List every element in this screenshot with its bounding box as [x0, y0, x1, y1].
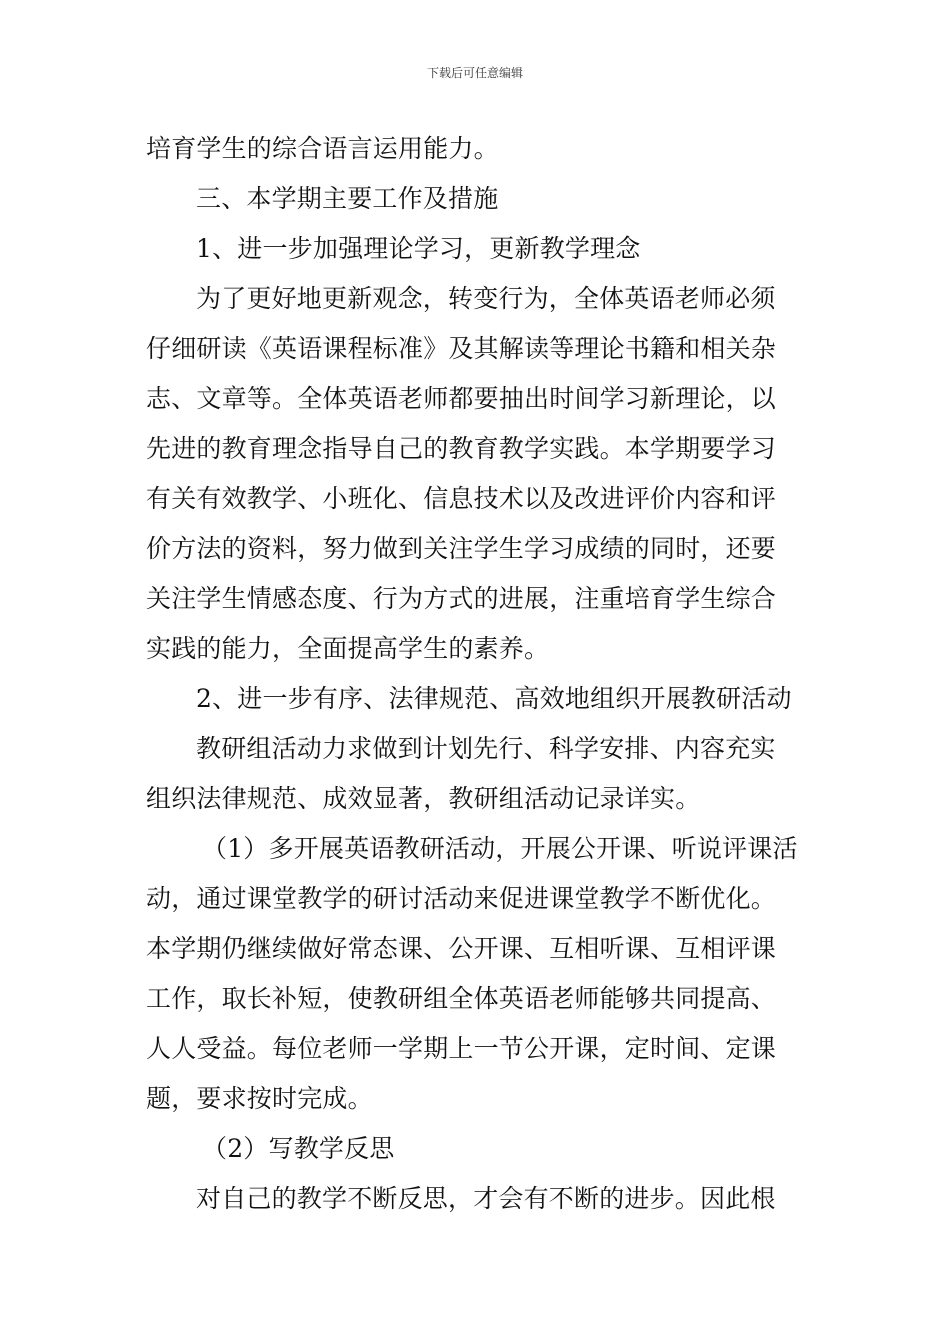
paragraph-line: 关注学生情感态度、行为方式的进展，注重培育学生综合	[146, 584, 777, 613]
page-header-note: 下载后可任意编辑	[426, 66, 523, 80]
text-line: 培育学生的综合语言运用能力。	[146, 134, 499, 163]
list-item-heading: （1）多开展英语教研活动，开展公开课、听说评课活	[202, 834, 798, 863]
paragraph-line: 先进的教育理念指导自己的教育教学实践。本学期要学习	[146, 434, 777, 463]
paragraph-line: 动，通过课堂教学的研讨活动来促进课堂教学不断优化。	[146, 884, 777, 913]
paragraph-line: 为了更好地更新观念，转变行为，全体英语老师必须	[196, 284, 776, 313]
paragraph-line: 志、文章等。全体英语老师都要抽出时间学习新理论，以	[146, 384, 777, 413]
section-heading: 三、本学期主要工作及措施	[196, 184, 499, 213]
paragraph-line: 本学期仍继续做好常态课、公开课、互相听课、互相评课	[146, 934, 777, 963]
paragraph-line: 对自己的教学不断反思，才会有不断的进步。因此根	[196, 1184, 776, 1213]
paragraph-line: 有关有效教学、小班化、信息技术以及改进评价内容和评	[146, 484, 777, 513]
paragraph-line: 人人受益。每位老师一学期上一节公开课，定时间、定课	[146, 1034, 777, 1063]
subsection-heading: 2、进一步有序、法律规范、高效地组织开展教研活动	[196, 684, 792, 713]
subsection-heading: 1、进一步加强理论学习，更新教学理念	[196, 234, 641, 263]
paragraph-line: 价方法的资料，努力做到关注学生学习成绩的同时，还要	[146, 534, 777, 563]
paragraph-line: 工作，取长补短，使教研组全体英语老师能够共同提高、	[146, 984, 777, 1013]
document-body	[146, 124, 812, 1224]
paragraph-line: 实践的能力，全面提高学生的素养。	[146, 634, 550, 663]
paragraph-line: 组织法律规范、成效显著，教研组活动记录详实。	[146, 784, 701, 813]
paragraph-line: 仔细研读《英语课程标准》及其解读等理论书籍和相关杂	[146, 334, 777, 363]
paragraph-line: 题，要求按时完成。	[146, 1084, 373, 1113]
paragraph-line: 教研组活动力求做到计划先行、科学安排、内容充实	[196, 734, 776, 763]
list-item-heading: （2）写教学反思	[202, 1134, 395, 1163]
